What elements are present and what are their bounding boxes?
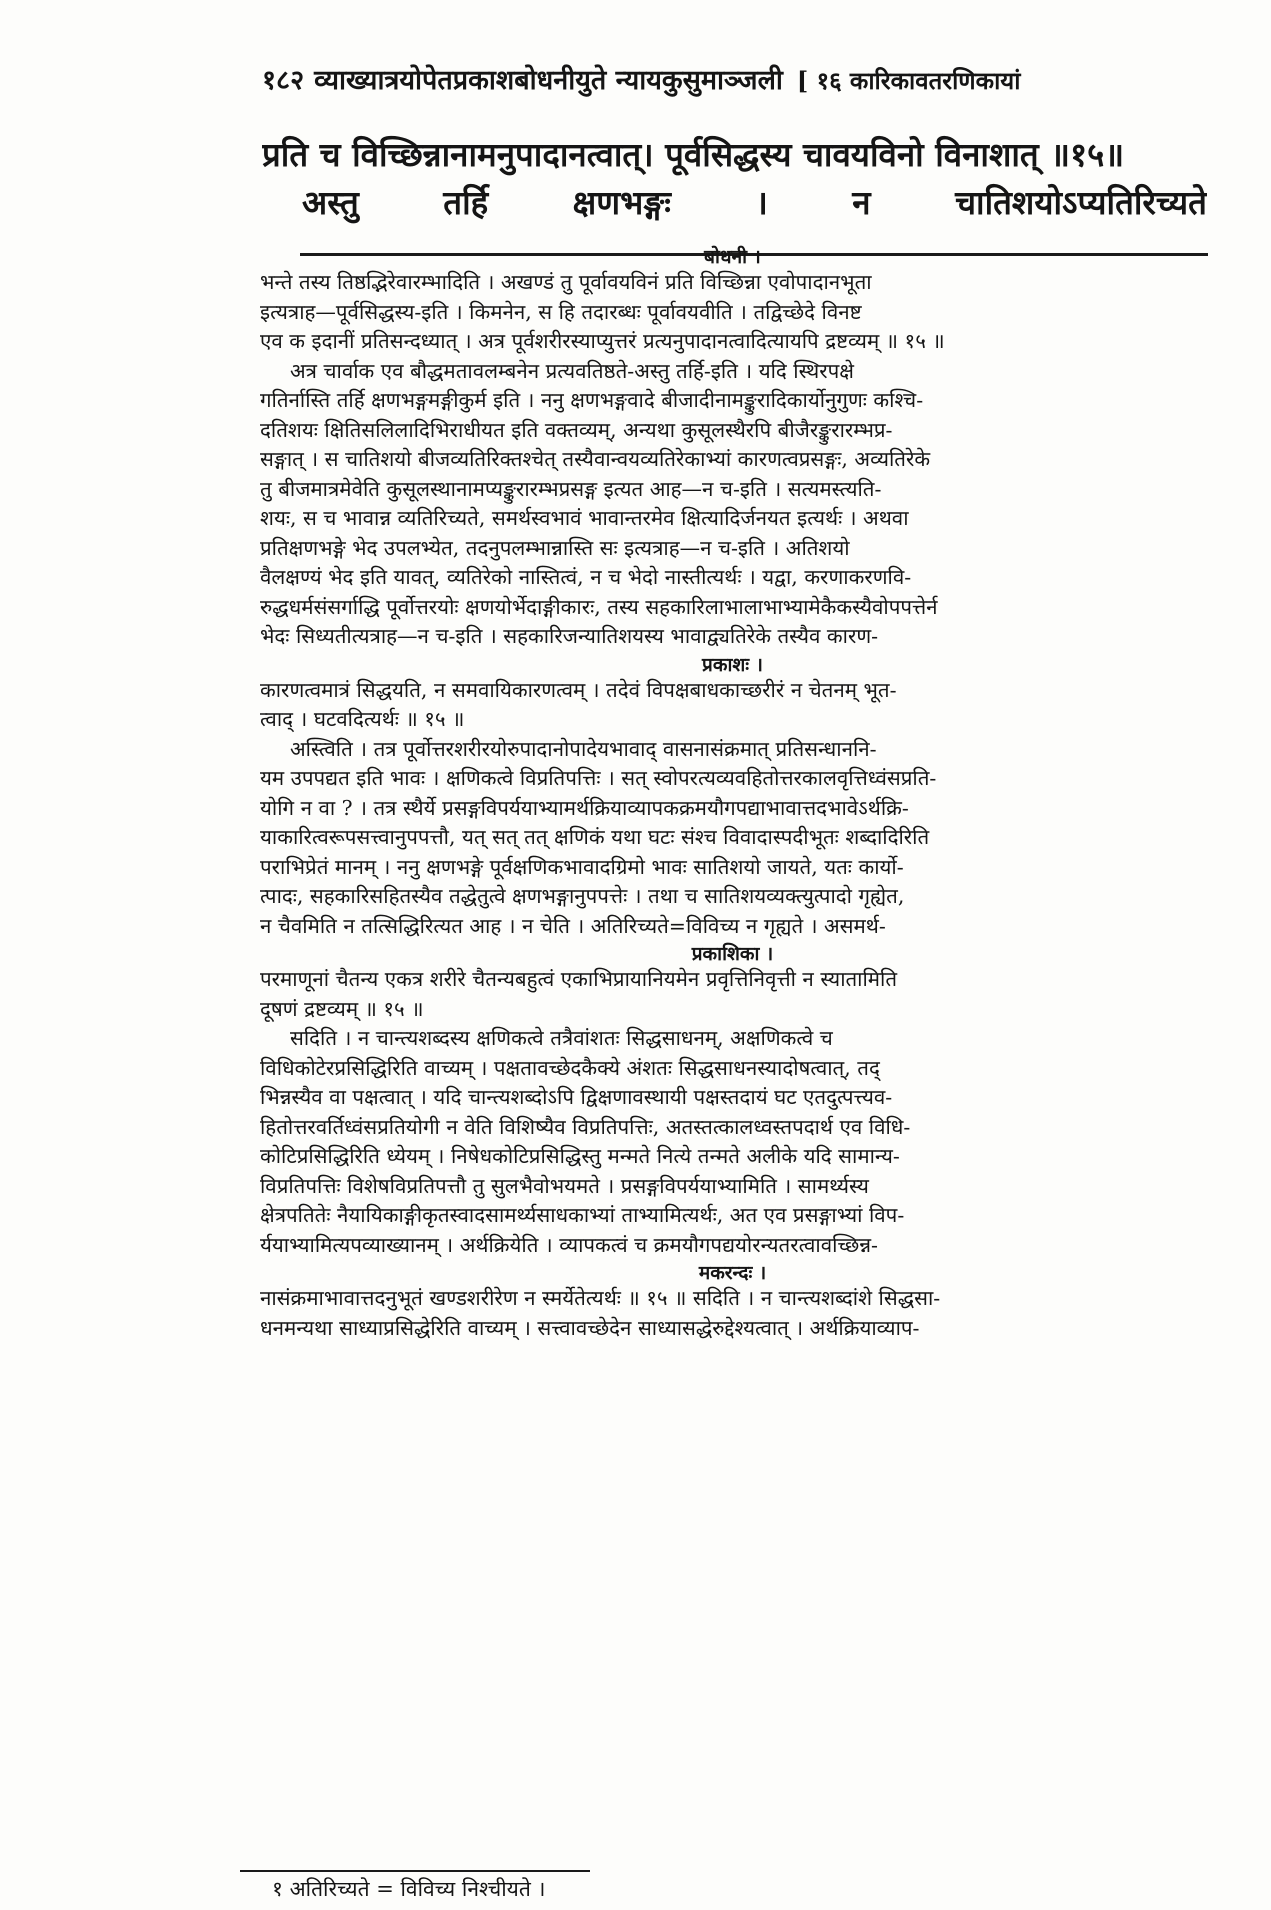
text-line: शयः, स च भावान्न व्यतिरिच्यते, समर्थस्वभावं भावान्तरमेव क्षित्यादिर्जनयत इत्यर्थः । अथवा: [260, 506, 909, 530]
section-bodhani: [260, 268, 1205, 652]
text-line: रुद्धधर्मसंसर्गाद्धि पूर्वोत्तरयोः क्षणयोर्भेदाङ्गीकारः, तस्य सहकारिलाभालाभाभ्यामेकैकस्यैवोपपत्तेर्न: [260, 594, 938, 619]
text-line: योगि न वा ? । तत्र स्थैर्ये प्रसङ्गविपर्ययाभ्यामर्थक्रियाव्यापकक्रमयौगपद्याभावात्तदभावेऽर्थक्रि-: [260, 795, 909, 820]
text-line: त्पादः, सहकारिसहितस्यैव तद्धेतुत्वे क्षणभङ्गानुपपत्तेः । तथा च सातिशयव्यक्त्युत्पादो गृह्येत,: [260, 884, 905, 908]
text-line: सदिति । न चान्त्यशब्दस्य क्षणिकत्वे तत्रैवांशतः सिद्धसाधनम्, अक्षणिकत्वे च: [290, 1026, 833, 1050]
text-line: तु बीजमात्रमेवेति कुसूलस्थानामप्यङ्कुरारम्भप्रसङ्ग इत्यत आह—न च-इति । सत्यमस्त्यति-: [260, 476, 882, 501]
text-line: भिन्नस्यैव वा पक्षत्वात् । यदि चान्त्यशब्दोऽपि द्विक्षणावस्थायी पक्षस्तदायं घट एतदुत्पत्त्यव-: [260, 1085, 893, 1109]
text-line: क्षेत्रपतितेः नैयायिकाङ्गीकृतस्वादसामर्थ्यसाधकाभ्यां ताभ्यामित्यर्थः, अत एव प्रसङ्गाभ्यां विप-: [260, 1203, 905, 1227]
section-prakashika: [260, 965, 1205, 1260]
text-line: नासंक्रमाभावात्तदनुभूतं खण्डशरीरेण न स्मर्येतेत्यर्थः ॥ १५ ॥ सदिति । न चान्त्यशब्दांशे सिद्धसा-: [260, 1286, 941, 1310]
text-line: परमाणूनां चैतन्य एकत्र शरीरे चैतन्यबहुत्वं एकाभिप्रायानियमेन प्रवृत्तिनिवृत्ती न स्यातामिति: [260, 967, 898, 991]
verse-line-1: प्रति च विच्छिन्नानामनुपादानत्वात्। पूर्वसिद्धस्य चावयविनो विनाशात् ॥१५॥: [262, 135, 1125, 174]
running-header: [262, 60, 1212, 97]
text-line: एव क इदानीं प्रतिसन्दध्यात् । अत्र पूर्वशरीरस्याप्युत्तरं प्रत्यनुपादानत्वादित्यायपि द्रष्टव्यम् ॥ १५ ॥: [260, 329, 945, 353]
section-reference: [ १६ कारिकावतरणिकायां: [796, 66, 1021, 95]
text-line: भेदः सिध्यतीत्यत्राह—न च-इति । सहकारिजन्यातिशयस्य भावाद्व्यतिरेके तस्यैव कारण-: [260, 624, 879, 648]
text-line: हितोत्तरवर्तिध्वंसप्रतियोगी न वेति विशिष्यैव विप्रतिपत्तिः, अतस्तत्कालध्वस्तपदार्थ एव विधि-: [260, 1114, 911, 1139]
section-title-makaranda: मकरन्दः ।: [698, 1262, 767, 1284]
section-prakasha: [260, 676, 1205, 942]
text-line: अस्त्विति । तत्र पूर्वोत्तरशरीरयोरुपादानोपादेयभावाद् वासनासंक्रमात् प्रतिसन्धाननि-: [290, 736, 877, 761]
text-line: कोटिप्रसिद्धिरिति ध्येयम् । निषेधकोटिप्रसिद्धिस्तु मन्मते नित्ये तन्मते अलीके यदि सामान्य-: [260, 1144, 900, 1168]
footnote: १ अतिरिच्यते = विविच्य निश्चीयते ।: [272, 1877, 546, 1901]
verse-word: क्षणभङ्गः: [572, 183, 671, 222]
text-line: वैलक्षण्यं भेद इति यावत्, व्यतिरेको नास्तित्वं, न च भेदो नास्तीत्यर्थः । यद्वा, करणाकरणवि-: [260, 565, 912, 589]
text-line: सङ्गात् । स चातिशयो बीजव्यतिरिक्तश्चेत् तस्यैवान्वयव्यतिरेकाभ्यां कारणत्वप्रसङ्गः, अव्यतिरेके: [260, 447, 931, 471]
text-line: इत्यत्राह—पूर्वसिद्धस्य-इति । किमनेन, स हि तदारब्धः पूर्वावयवीति । तद्विच्छेदे विनष्ट: [260, 299, 862, 324]
section-makaranda: [260, 1284, 1205, 1343]
text-line: विधिकोटेरप्रसिद्धिरिति वाच्यम् । पक्षतावच्छेदकैक्ये अंशतः सिद्धसाधनस्यादोषत्वात्, तद्: [260, 1055, 880, 1080]
section-title-prakashika: प्रकाशिका ।: [691, 943, 774, 965]
verse-word: ।: [755, 183, 768, 222]
text-line: र्ययाभ्यामित्यपव्याख्यानम् । अर्थक्रियेति । व्यापकत्वं च क्रमयौगपद्ययोरन्यतरत्वावच्छिन्न-: [260, 1232, 878, 1257]
text-line: धनमन्यथा साध्याप्रसिद्धेरिति वाच्यम् । सत्त्वावच्छेदेन साध्यासद्धेरुद्देश्यत्वात् । अर्थक्रियाव्याप-: [260, 1315, 920, 1340]
text-line: अत्र चार्वाक एव बौद्धमतावलम्बनेन प्रत्यवतिष्ठते-अस्तु तर्हि-इति । यदि स्थिरपक्षे: [290, 358, 855, 383]
footnote-rule: [240, 1870, 590, 1872]
text-line: न चैवमिति न तत्सिद्धिरित्यत आह । न चेति । अतिरिच्यते=विविच्य न गृह्यते । असमर्थ-: [260, 913, 886, 938]
text-line: यम उपपद्यत इति भावः । क्षणिकत्वे विप्रतिपत्तिः । सत् स्वोपरत्यव्यवहितोत्तरकालवृत्तिध्वंसप्रति-: [260, 766, 937, 790]
book-title: व्याख्यात्रयोपेतप्रकाशबोधनीयुते न्यायकुसुमाञ्जली: [314, 65, 783, 96]
section-title-prakasha: प्रकाशः ।: [702, 653, 763, 676]
text-line: पराभिप्रेतं मानम् । ननु क्षणभङ्गे पूर्वक्षणिकभावादग्रिमो भावः सातिशयो जायते, यतः कार्यो-: [260, 854, 904, 879]
verse-word: अस्तु: [302, 183, 359, 222]
section-title-bodhani: बोधनी ।: [704, 246, 761, 268]
verse-word: चातिशयोऽप्यतिरिच्यते: [955, 183, 1207, 222]
text-line: कारणत्वमात्रं सिद्धयति, न समवायिकारणत्वम् । तदेवं विपक्षबाधकाच्छरीरं न चेतनम् भूत-: [260, 677, 897, 702]
text-line: दूषणं द्रष्टव्यम् ॥ १५ ॥: [260, 996, 424, 1021]
text-line: भन्ते तस्य तिष्ठद्भिरेवारम्भादिति । अखण्डं तु पूर्वावयविनं प्रति विच्छिन्ना एवोपादानभूता: [260, 270, 872, 294]
commentary-body: [260, 244, 1205, 1343]
text-line: याकारित्वरूपसत्त्वानुपपत्तौ, यत् सत् तत् क्षणिकं यथा घटः संश्च विवादास्पदीभूतः शब्दादिरिति: [260, 825, 930, 849]
text-line: प्रतिक्षणभङ्गे भेद उपलभ्येत, तदनुपलम्भान्नास्ति सः इत्यत्राह—न च-इति । अतिशयो: [260, 535, 850, 560]
verse-line-2: [262, 181, 1207, 225]
verse-word: न: [852, 183, 871, 222]
text-line: त्वाद् । घटवदित्यर्थः ॥ १५ ॥: [260, 707, 465, 731]
text-line: विप्रतिपत्तिः विशेषविप्रतिपत्तौ तु सुलभैवोभयमते । प्रसङ्गविपर्ययाभ्यामिति । सामर्थ्यस्य: [260, 1173, 869, 1198]
text-line: गतिर्नास्ति तर्हि क्षणभङ्गमङ्गीकुर्म इति । ननु क्षणभङ्गवादे बीजादीनामङ्कुरादिकार्योनुगुणः कश्चि-: [260, 388, 924, 412]
page-number: १८२: [262, 65, 305, 96]
text-line: दतिशयः क्षितिसलिलादिभिराधीयत इति वक्तव्यम्, अन्यथा कुसूलस्थैरपि बीजैरङ्कुरारम्भप्र-: [260, 417, 893, 442]
verse-word: तर्हि: [443, 183, 489, 222]
